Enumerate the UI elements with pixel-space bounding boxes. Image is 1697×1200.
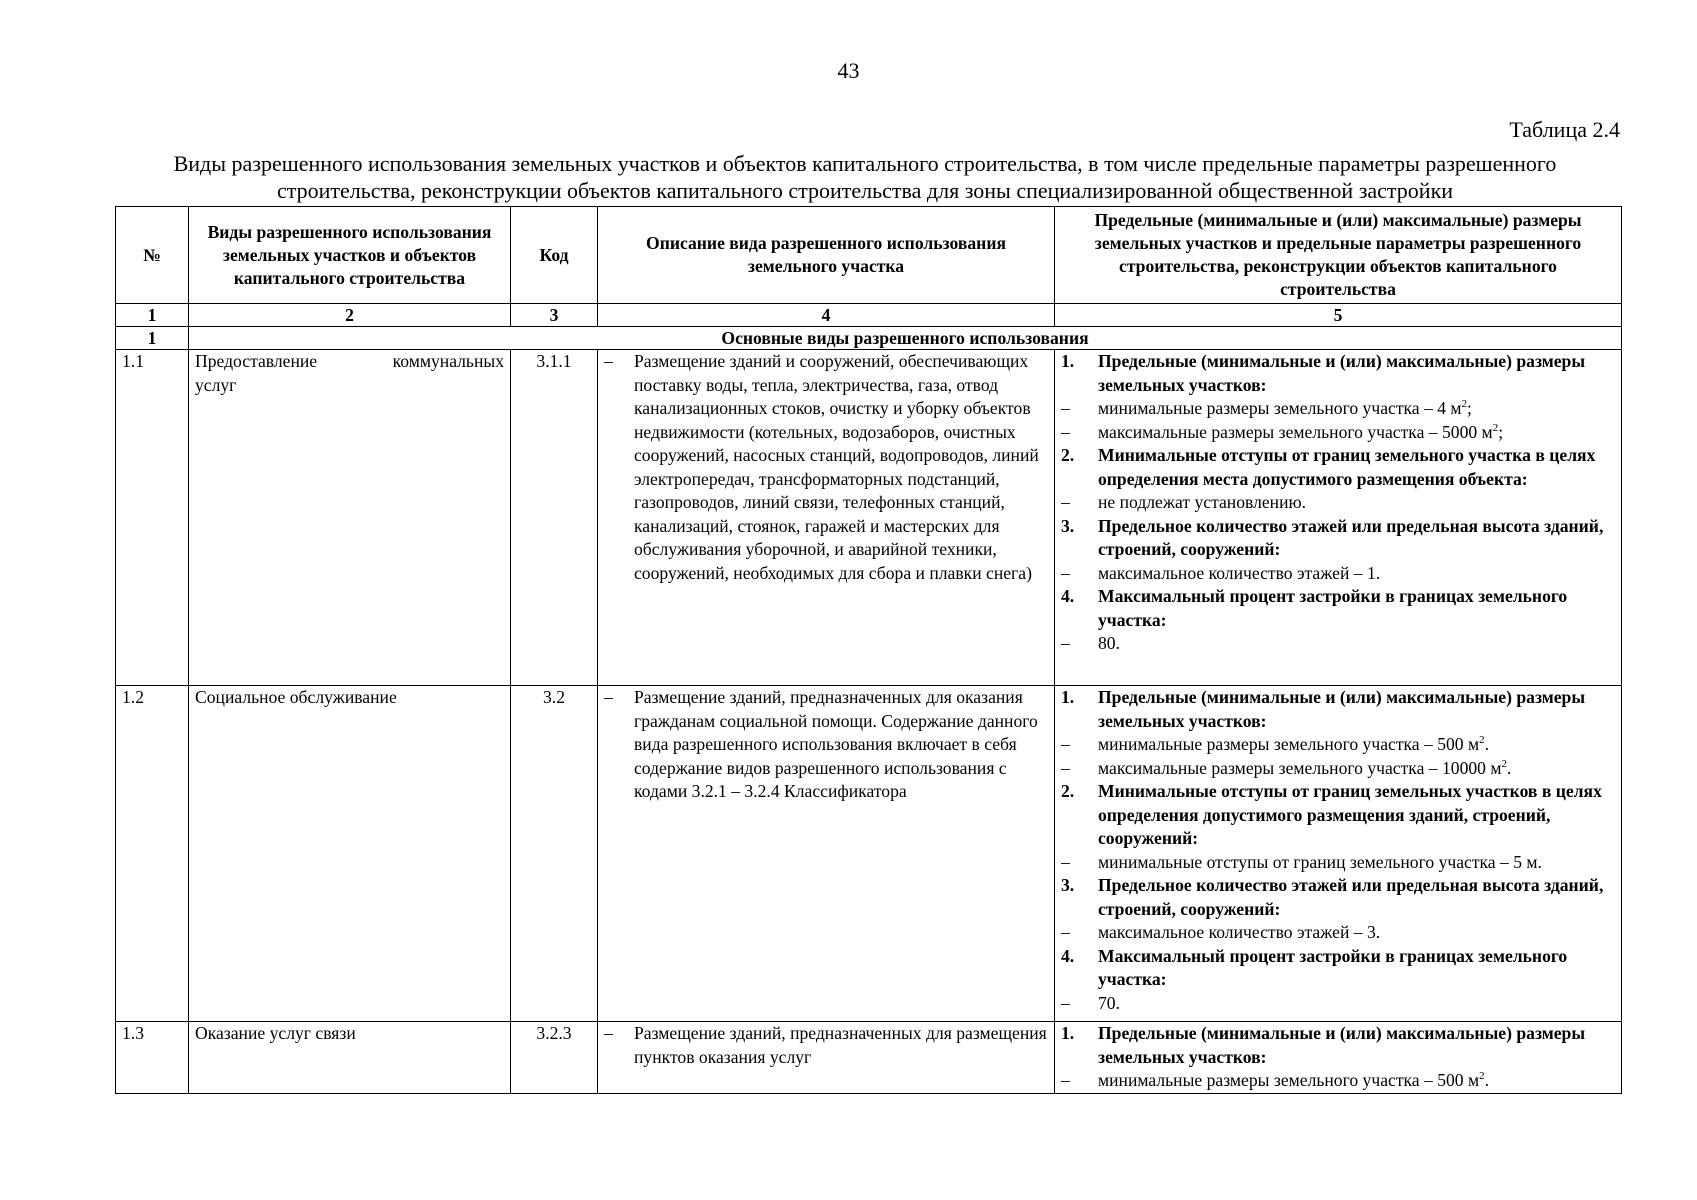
header-description: Описание вида разрешенного использования земельного участка	[598, 207, 1055, 304]
row-code: 3.2.3	[511, 1022, 598, 1094]
param-title: Предельные (минимальные и (или) максимальные) размеры земельных участков:	[1098, 1023, 1586, 1067]
dash-mark: –	[1061, 757, 1070, 778]
param-number: 2.	[1061, 781, 1075, 801]
param-title: Максимальный процент застройки в границах земельного участка:	[1098, 945, 1568, 989]
param-value: максимальные размеры земельного участка – 10000 м	[1098, 757, 1502, 778]
superscript: 2	[1461, 398, 1468, 411]
superscript: 2	[1501, 757, 1507, 770]
section-title: Основные виды разрешенного использования	[189, 327, 1622, 350]
dash-mark: –	[1061, 992, 1070, 1013]
param-number: 2.	[1061, 445, 1075, 465]
section-number: 1	[116, 327, 189, 350]
param-number: 4.	[1061, 586, 1075, 606]
row-type-name: Социальное обслуживание	[189, 686, 511, 1022]
table-row	[116, 686, 1622, 1022]
row-number: 1.2	[116, 686, 189, 1022]
row-type-name: Оказание услуг связи	[189, 1022, 511, 1094]
header-row	[116, 207, 1622, 304]
superscript: 2	[1479, 1070, 1485, 1083]
param-value: 70.	[1098, 992, 1120, 1013]
dash-mark: –	[1061, 851, 1070, 872]
param-number: 1.	[1061, 1023, 1075, 1043]
table-caption: Виды разрешенного использования земельных участков и объектов капитального строительства, в том числе предельные параметры разрешенного строительства, реконструкции объектов капитального строительства для зоны специализированной общественной застройки	[173, 151, 1557, 203]
param-number: 1.	[1061, 351, 1075, 371]
column-number: 1	[116, 304, 189, 327]
param-value: минимальные размеры земельного участка – 500 м	[1098, 1070, 1480, 1090]
param-title: Предельные (минимальные и (или) максимальные) размеры земельных участков:	[1098, 687, 1586, 731]
header-parameters: Предельные (минимальные и (или) максимальные) размеры земельных участков и предельные параметры разрешенного строительства, реконструкции объектов капитального строительства	[1055, 207, 1622, 304]
param-value: минимальные размеры земельного участка – 4 м	[1098, 398, 1462, 418]
param-number: 4.	[1061, 945, 1075, 966]
column-number: 5	[1055, 304, 1622, 327]
dash-mark: –	[604, 351, 613, 371]
row-parameters	[1055, 1022, 1622, 1094]
param-value: не подлежат установлению.	[1098, 492, 1307, 512]
row-number: 1.3	[116, 1022, 189, 1094]
row-code: 3.2	[511, 686, 598, 1022]
page-number: 43	[837, 58, 860, 83]
param-value: 80.	[1098, 633, 1120, 653]
row-description	[598, 350, 1055, 686]
param-title: Предельное количество этажей или предельная высота зданий, строений, сооружений:	[1098, 515, 1604, 559]
column-number: 3	[511, 304, 598, 327]
row-type-name-part: Предоставление	[195, 351, 318, 371]
param-value: максимальное количество этажей – 1.	[1098, 562, 1381, 583]
param-title: Минимальные отступы от границ земельных участков в целях определения допустимого размещения зданий, строений, сооружений:	[1098, 781, 1602, 848]
column-number: 4	[598, 304, 1055, 327]
column-number: 2	[189, 304, 511, 327]
row-parameters	[1055, 350, 1622, 686]
param-value: минимальные отступы от границ земельного участка – 5 м.	[1098, 851, 1542, 872]
description-text: Размещение зданий и сооружений, обеспечивающих поставку воды, тепла, электричества, газа, отвод канализационных стоков, очистку и уборку объектов недвижимости (котельных, водозаборов, очистных сооружений, насосных станций, водопроводов, линий электропередач, трансформаторных подстанций, газопроводов, линий связи, телефонных станций, канализаций, стоянок, гаражей и мастерских для обслуживания уборочной, и аварийной техники, сооружений, необходимых для сбора и плавки снега)	[634, 351, 1039, 583]
table-row	[116, 1022, 1622, 1094]
row-type-name-part: коммунальных	[392, 351, 504, 371]
param-number: 3.	[1061, 875, 1075, 895]
superscript: 2	[1479, 734, 1485, 747]
dash-mark: –	[1061, 562, 1070, 583]
dash-mark: –	[1061, 398, 1070, 418]
superscript: 2	[1492, 421, 1499, 434]
dash-mark: –	[1061, 1070, 1070, 1090]
param-title: Предельные (минимальные и (или) максимальные) размеры земельных участков:	[1098, 351, 1586, 395]
row-number: 1.1	[116, 350, 189, 686]
row-type-name	[189, 350, 511, 686]
header-types: Виды разрешенного использования земельных участков и объектов капитального строительства	[189, 207, 511, 304]
param-title: Предельное количество этажей или предельная высота зданий, строений, сооружений:	[1098, 875, 1604, 919]
punctuation: ;	[1498, 421, 1504, 442]
dash-mark: –	[604, 1023, 613, 1043]
description-text: Размещение зданий, предназначенных для оказания гражданам социальной помощи. Содержание данного вида разрешенного использования включает в себя содержание видов разрешенного использования с кодами 3.2.1 – 3.2.4 Классификатора	[634, 687, 1038, 801]
table-label: Таблица 2.4	[1509, 117, 1620, 142]
punctuation: ;	[1467, 398, 1472, 418]
param-value: максимальные размеры земельного участка – 5000 м	[1098, 421, 1493, 442]
header-num: №	[116, 207, 189, 304]
dash-mark: –	[1061, 734, 1070, 754]
section-row	[116, 327, 1622, 350]
header-code: Код	[511, 207, 598, 304]
row-parameters	[1055, 686, 1622, 1022]
param-value: максимальное количество этажей – 3.	[1098, 922, 1381, 942]
table-row	[116, 350, 1622, 686]
dash-mark: –	[1061, 633, 1070, 653]
param-title: Максимальный процент застройки в границах земельного участка:	[1098, 586, 1568, 630]
dash-mark: –	[1061, 922, 1070, 942]
param-title: Минимальные отступы от границ земельного участка в целях определения места допустимого размещения объекта:	[1098, 445, 1596, 489]
punctuation: .	[1484, 1070, 1490, 1090]
dash-mark: –	[1061, 492, 1070, 512]
param-number: 1.	[1061, 687, 1075, 707]
row-type-name-part: услуг	[195, 374, 237, 395]
dash-mark: –	[604, 687, 613, 707]
param-number: 3.	[1061, 515, 1075, 536]
row-code: 3.1.1	[511, 350, 598, 686]
column-number-row	[116, 304, 1622, 327]
punctuation: .	[1484, 734, 1490, 754]
param-value: минимальные размеры земельного участка – 500 м	[1098, 734, 1480, 754]
punctuation: .	[1507, 757, 1512, 778]
dash-mark: –	[1061, 421, 1070, 442]
row-description	[598, 686, 1055, 1022]
description-text: Размещение зданий, предназначенных для размещения пунктов оказания услуг	[634, 1023, 1047, 1067]
row-description	[598, 1022, 1055, 1094]
land-use-table	[115, 206, 1622, 1094]
